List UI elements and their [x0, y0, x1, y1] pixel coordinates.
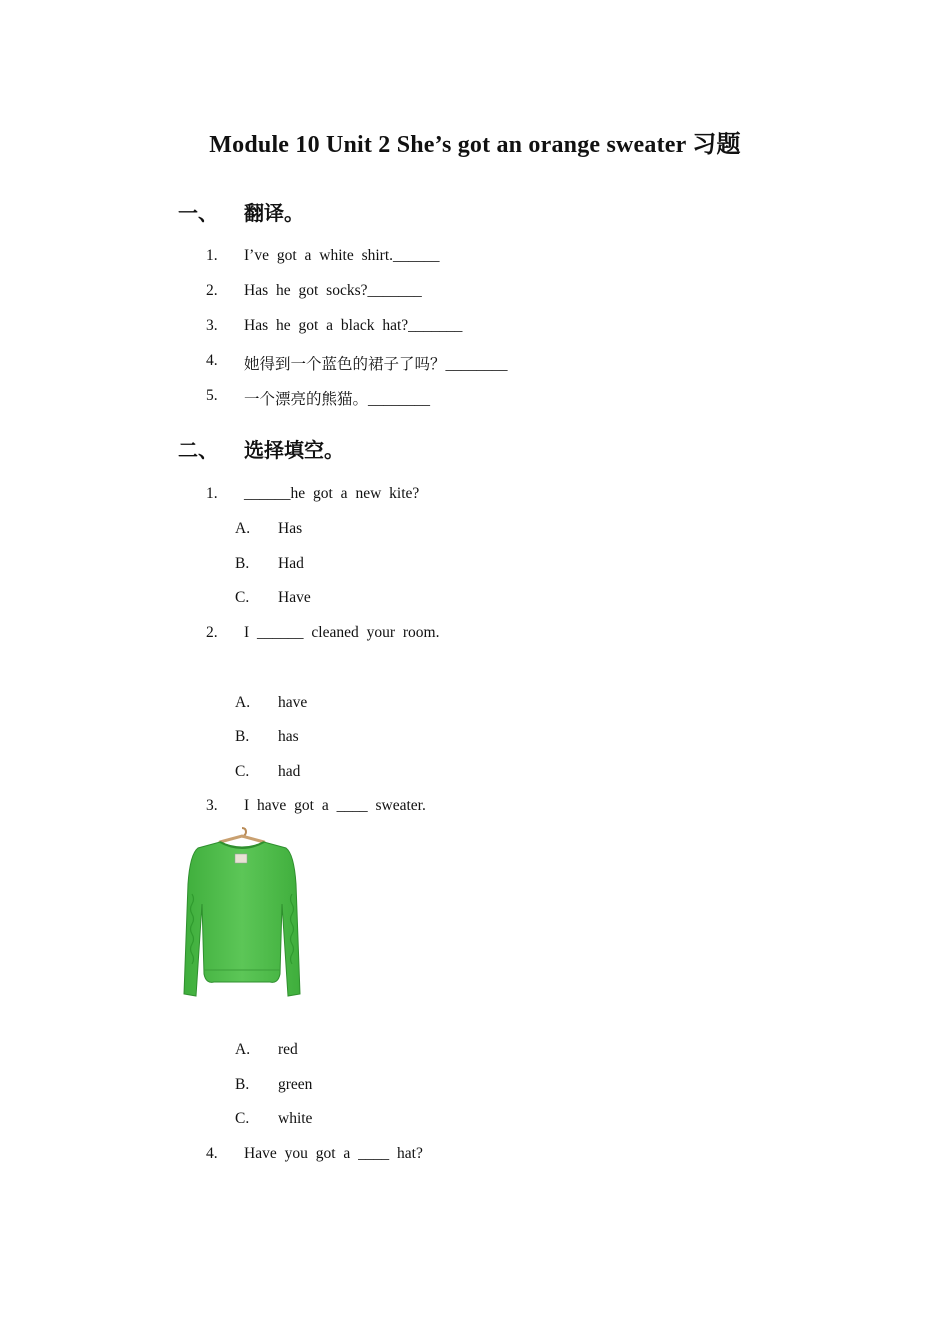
page-title: Module 10 Unit 2 She’s got an orange sweater 习题	[209, 132, 741, 158]
section-2-number: 二、	[178, 440, 218, 462]
question-2-number: 2.	[206, 624, 218, 641]
question-1-option-a-letter: A.	[235, 520, 251, 537]
question-3-option-a-letter: A.	[235, 1041, 251, 1058]
question-2-option-c-letter: C.	[235, 763, 250, 780]
question-1-option-c-letter: C.	[235, 589, 250, 606]
question-1-option-a-text: Has	[278, 520, 303, 537]
question-3-text: I have got a ____ sweater.	[244, 797, 426, 814]
section-2-title: 选择填空。	[244, 440, 344, 462]
translate-item-2-text: Has he got socks?_______	[244, 282, 422, 299]
question-4-number: 4.	[206, 1145, 218, 1162]
question-3-number: 3.	[206, 797, 218, 814]
question-3-option-c-letter: C.	[235, 1110, 250, 1127]
section-1-number: 一、	[178, 203, 218, 225]
question-1-text: ______he got a new kite?	[244, 485, 420, 502]
translate-item-3-number: 3.	[206, 317, 218, 334]
translate-item-5-number: 5.	[206, 387, 218, 404]
question-3-option-b-letter: B.	[235, 1076, 250, 1093]
question-1-number: 1.	[206, 485, 218, 502]
question-2-option-b-letter: B.	[235, 728, 250, 745]
question-1-option-b-text: Had	[278, 555, 304, 572]
translate-item-4-text: 她得到一个蓝色的裙子了吗？________	[244, 356, 508, 373]
question-2-text: I ______ cleaned your room.	[244, 624, 440, 641]
question-3-option-c-text: white	[278, 1110, 313, 1127]
section-1-title: 翻译。	[244, 203, 304, 225]
question-2-option-a-text: have	[278, 694, 308, 711]
question-2-option-c-text: had	[278, 763, 301, 780]
translate-item-2-number: 2.	[206, 282, 218, 299]
question-1-option-c-text: Have	[278, 589, 311, 606]
translate-item-1-number: 1.	[206, 247, 218, 264]
question-4-text: Have you got a ____ hat?	[244, 1145, 423, 1162]
question-2-option-b-text: has	[278, 728, 299, 745]
question-1-option-b-letter: B.	[235, 555, 250, 572]
question-3-option-b-text: green	[278, 1076, 313, 1093]
translate-item-3-text: Has he got a black hat?_______	[244, 317, 463, 334]
translate-item-5-text: 一个漂亮的熊猫。________	[244, 391, 431, 408]
translate-item-4-number: 4.	[206, 352, 218, 369]
green-sweater-picture	[180, 824, 304, 1002]
question-3-option-a-text: red	[278, 1041, 298, 1058]
question-2-option-a-letter: A.	[235, 694, 251, 711]
translate-item-1-text: I’ve got a white shirt.______	[244, 247, 440, 264]
